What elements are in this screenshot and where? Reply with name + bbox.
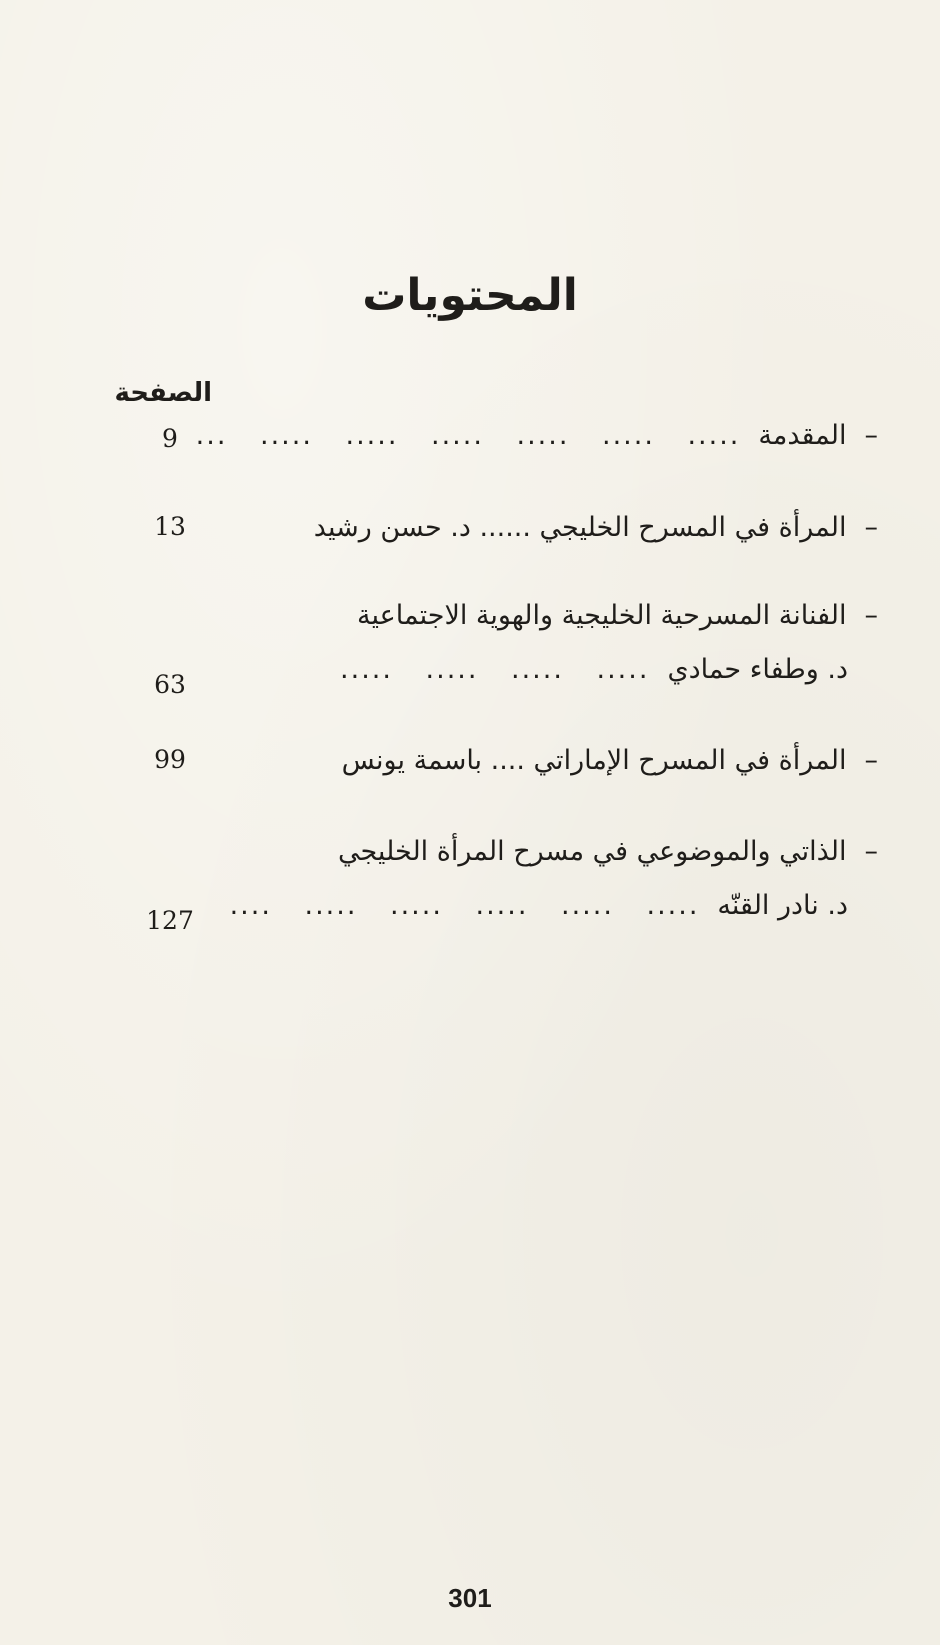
entry-author: د. وطفاء حمادي xyxy=(667,654,848,685)
entry-title: الذاتي والموضوعي في مسرح المرأة الخليجي xyxy=(338,836,847,867)
entry-title: المرأة في المسرح الخليجي ...... د. حسن رشيد xyxy=(313,512,847,543)
leader-dots: ..... ..... ..... ..... xyxy=(340,654,650,685)
entry-title: المقدمة xyxy=(758,420,847,451)
entry-title: الفنانة المسرحية الخليجية والهوية الاجتماعية xyxy=(357,600,847,631)
toc-entry-5[interactable] xyxy=(338,836,878,867)
entry-title: المرأة في المسرح الإماراتي .... باسمة يونس xyxy=(341,745,847,776)
page-number-3: 63 xyxy=(154,670,186,699)
entry-dash: – xyxy=(864,512,878,543)
toc-entry-3-author xyxy=(340,654,848,685)
entry-dash: – xyxy=(864,745,878,776)
entry-dash: – xyxy=(864,600,878,631)
page-title: المحتويات xyxy=(362,270,578,321)
leader-dots: ..... ..... ..... ..... ..... ..... ... xyxy=(195,420,741,451)
toc-entry-5-author xyxy=(230,890,848,921)
toc-entry-1[interactable] xyxy=(196,420,878,451)
entry-dash: – xyxy=(864,420,878,451)
page-number-4: 99 xyxy=(154,745,186,774)
entry-dash: – xyxy=(864,836,878,867)
toc-entry-2[interactable] xyxy=(314,512,878,543)
toc-entry-3[interactable] xyxy=(357,600,878,631)
page-column-header: الصفحة xyxy=(114,378,212,408)
entry-author: د. نادر القنّه xyxy=(717,890,848,921)
page-number-5: 127 xyxy=(146,906,194,935)
toc-entry-4[interactable] xyxy=(342,745,878,776)
page-number-1: 9 xyxy=(162,424,178,453)
folio-page-number: 301 xyxy=(448,1583,492,1613)
leader-dots: ..... ..... ..... ..... ..... .... xyxy=(229,890,700,921)
page-number-2: 13 xyxy=(154,512,186,541)
